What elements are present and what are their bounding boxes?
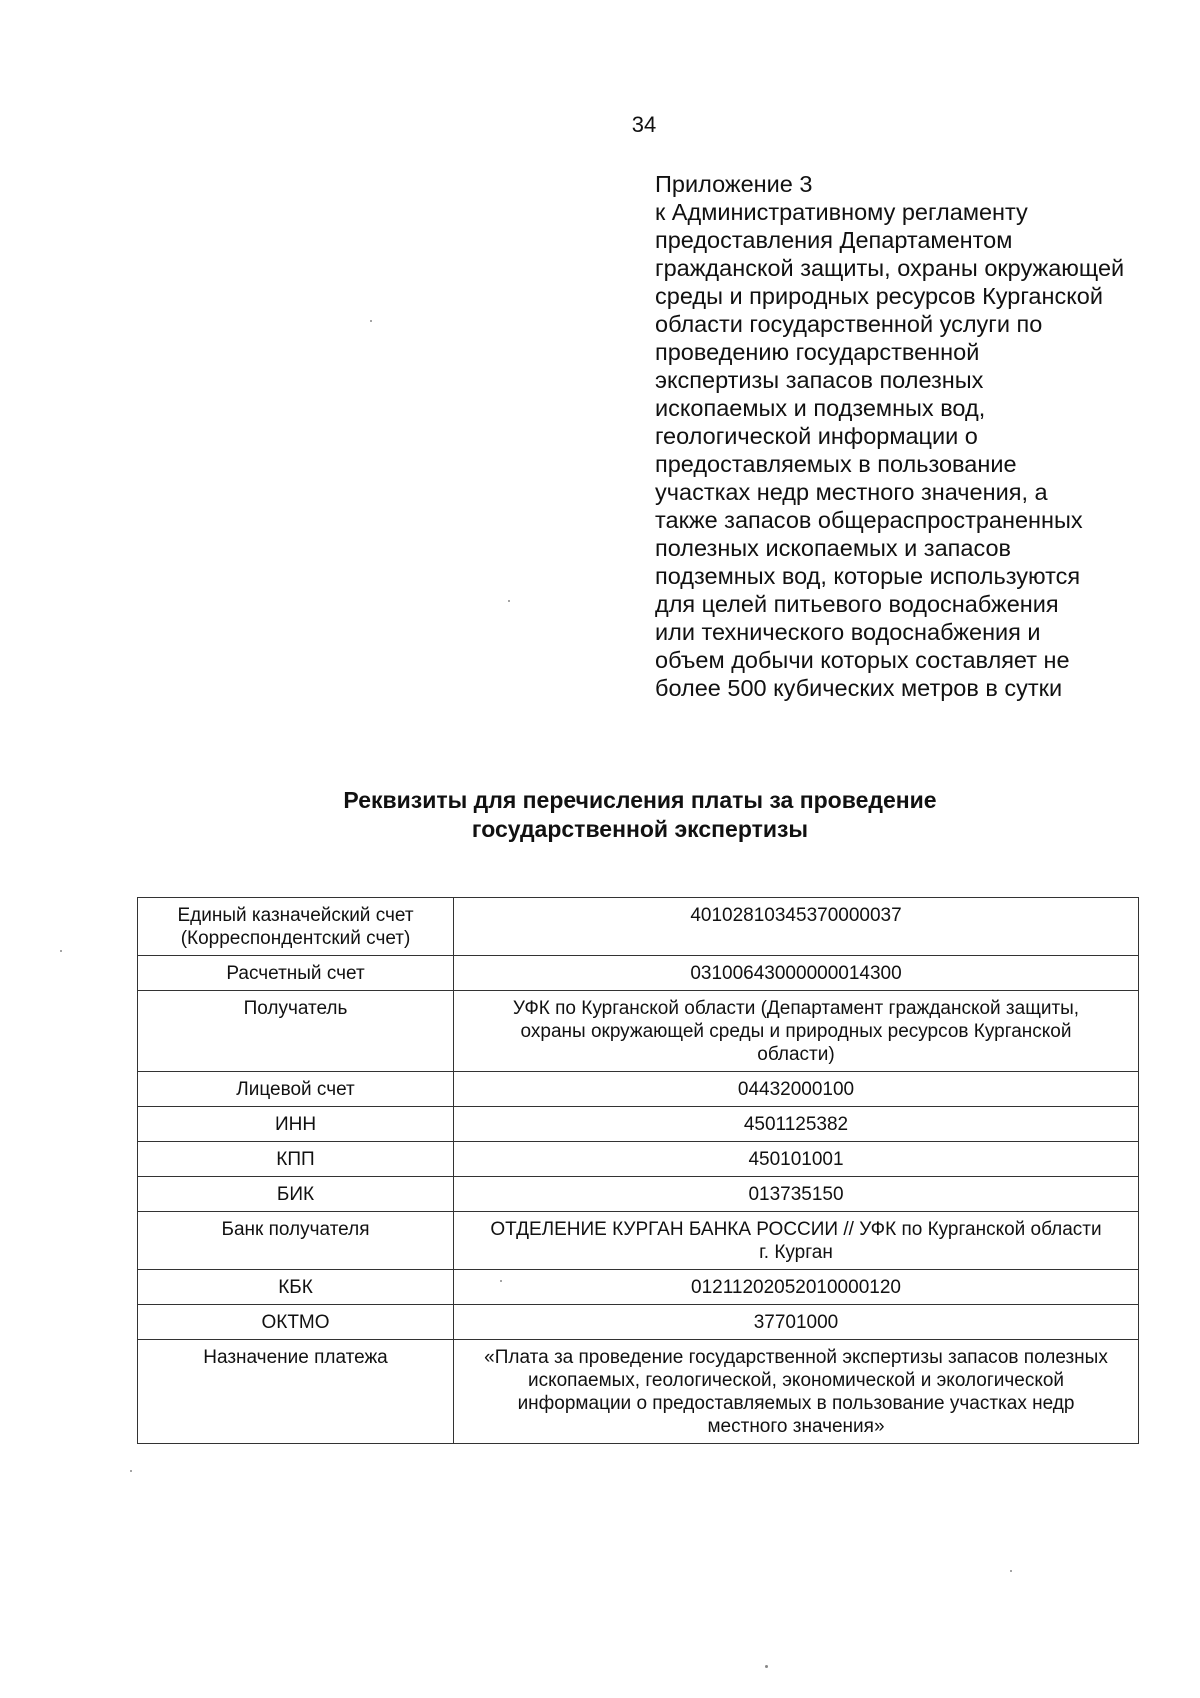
document-title (160, 786, 1120, 844)
row-value-text: 4501125382 (743, 1114, 849, 1135)
scan-speck (370, 320, 372, 322)
row-label-cell (138, 1340, 454, 1444)
row-label-cell (138, 956, 454, 991)
appendix-line: или технического водоснабжения и (655, 619, 1041, 645)
appendix-line: экспертизы запасов полезных (655, 367, 984, 393)
table-row (138, 1142, 1139, 1177)
row-value-cell (454, 1072, 1139, 1107)
row-label-text: (Корреспондентский счет) (180, 928, 411, 949)
row-value-text: г. Курган (759, 1242, 833, 1263)
row-value-cell (454, 956, 1139, 991)
row-label-cell (138, 898, 454, 956)
appendix-line: геологической информации о (655, 423, 978, 449)
row-label-text: Расчетный счет (226, 963, 365, 984)
row-label-cell (138, 1212, 454, 1270)
row-value-text: УФК по Курганской области (Департамент гражданской защиты, (512, 998, 1080, 1019)
scan-speck (500, 1280, 502, 1282)
page-number: 34 (631, 112, 657, 137)
requisites-table (137, 897, 1139, 1444)
row-label-text: Лицевой счет (236, 1079, 355, 1100)
appendix-line: к Административному регламенту (655, 199, 1028, 225)
row-value-text: 013735150 (748, 1184, 844, 1205)
row-value-cell (454, 1305, 1139, 1340)
title-line: государственной экспертизы (471, 816, 809, 842)
row-label-text: КПП (276, 1149, 315, 1170)
row-value-text: 03100643000000014300 (690, 963, 902, 984)
row-value-cell (454, 1107, 1139, 1142)
appendix-line: области государственной услуги по (655, 311, 1043, 337)
table-row (138, 1177, 1139, 1212)
row-value-text: охраны окружающей среды и природных ресурсов Курганской (520, 1021, 1072, 1042)
table-row (138, 1212, 1139, 1270)
appendix-line: среды и природных ресурсов Курганской (655, 283, 1103, 309)
row-label-text: КБК (278, 1277, 313, 1298)
row-value-text: 01211202052010000120 (691, 1277, 901, 1298)
appendix-line: гражданской защиты, охраны окружающей (655, 255, 1125, 281)
appendix-block (655, 170, 1125, 702)
row-label-cell (138, 1142, 454, 1177)
row-value-text: ОТДЕЛЕНИЕ КУРГАН БАНКА РОССИИ // УФК по Курганской области (490, 1219, 1102, 1240)
scan-speck (1010, 1570, 1012, 1572)
table-row (138, 1107, 1139, 1142)
row-label-text: Единый казначейский счет (177, 905, 414, 926)
table-row (138, 1305, 1139, 1340)
row-label-cell (138, 1072, 454, 1107)
appendix-line: участках недр местного значения, а (655, 479, 1048, 505)
row-label-cell (138, 1177, 454, 1212)
row-value-cell (454, 1340, 1139, 1444)
row-value-text: 37701000 (753, 1312, 839, 1333)
row-label-text: БИК (276, 1184, 315, 1205)
row-value-text: 04432000100 (737, 1079, 855, 1100)
title-line: Реквизиты для перечисления платы за проведение (343, 787, 937, 813)
row-label-cell (138, 991, 454, 1072)
scan-speck (60, 950, 62, 952)
row-value-cell (454, 1212, 1139, 1270)
appendix-line: для целей питьевого водоснабжения (655, 591, 1059, 617)
row-value-cell (454, 1270, 1139, 1305)
table-row (138, 1072, 1139, 1107)
row-value-text: информации о предоставляемых в пользование участках недр (517, 1393, 1075, 1414)
row-label-text: Назначение платежа (203, 1347, 388, 1368)
row-value-cell (454, 991, 1139, 1072)
table-row (138, 898, 1139, 956)
appendix-line: предоставления Департаментом (655, 227, 1013, 253)
row-label-cell (138, 1107, 454, 1142)
row-value-text: ископаемых, геологической, экономической и экологической (527, 1370, 1065, 1391)
appendix-line: полезных ископаемых и запасов (655, 535, 1012, 561)
appendix-line: Приложение 3 (655, 171, 813, 197)
row-value-text: 450101001 (748, 1149, 844, 1170)
appendix-line: объем добычи которых составляет не (655, 647, 1070, 673)
row-label-cell (138, 1270, 454, 1305)
row-value-text: «Плата за проведение государственной экспертизы запасов полезных (484, 1347, 1108, 1368)
scan-speck (508, 600, 510, 602)
row-value-text: местного значения» (707, 1416, 885, 1437)
row-label-cell (138, 1305, 454, 1340)
scan-speck (765, 1665, 768, 1668)
row-label-text: ИНН (274, 1114, 317, 1135)
row-label-text: ОКТМО (261, 1312, 330, 1333)
table-row (138, 991, 1139, 1072)
row-value-cell (454, 1177, 1139, 1212)
appendix-line: проведению государственной (655, 339, 980, 365)
appendix-line: ископаемых и подземных вод, (655, 395, 986, 421)
appendix-line: подземных вод, которые используются (655, 563, 1081, 589)
table-row (138, 1270, 1139, 1305)
table-row (138, 956, 1139, 991)
appendix-line: предоставляемых в пользование (655, 451, 1017, 477)
appendix-line: более 500 кубических метров в сутки (655, 675, 1063, 701)
row-value-cell (454, 898, 1139, 956)
row-label-text: Банк получателя (221, 1219, 370, 1240)
appendix-line: также запасов общераспространенных (655, 507, 1083, 533)
scan-speck (130, 1470, 132, 1472)
row-value-text: области) (757, 1044, 835, 1065)
row-value-text: 40102810345370000037 (690, 905, 902, 926)
row-label-text: Получатель (243, 998, 348, 1019)
table-row (138, 1340, 1139, 1444)
row-value-cell (454, 1142, 1139, 1177)
